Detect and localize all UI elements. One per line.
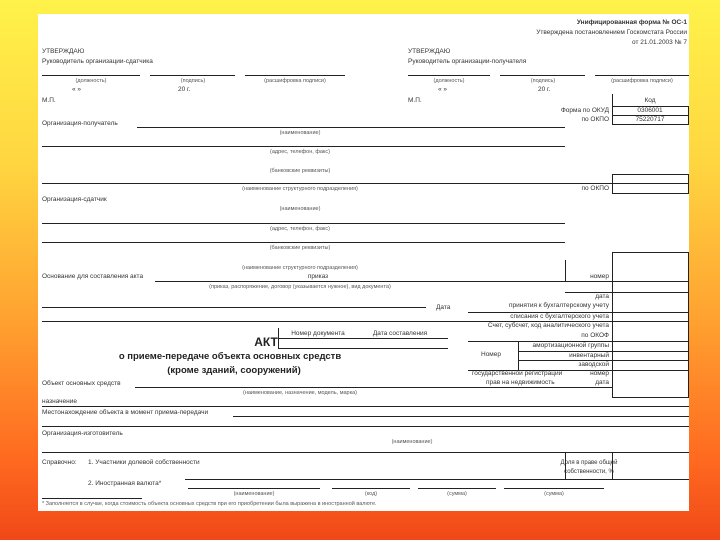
basis-line[interactable] <box>155 281 689 282</box>
currency-sum2-line[interactable] <box>504 488 604 489</box>
share-label-2: собственности, % <box>564 469 614 475</box>
label-decode: (расшифровка подписи) <box>611 78 673 84</box>
sender-label: Организация-сдатчик <box>42 196 107 203</box>
hint: (наименование) <box>279 130 321 136</box>
currency-code-line[interactable] <box>332 488 410 489</box>
hint: (наименование) <box>279 206 321 212</box>
receiver-unit-line[interactable] <box>42 183 689 184</box>
dates-label: Дата <box>436 304 451 311</box>
act-title: АКТ <box>254 335 278 349</box>
divider <box>42 498 142 499</box>
approve-left-role: Руководитель организации-сдатчика <box>42 58 153 65</box>
stamp-place: М.П. <box>42 97 56 104</box>
location-line[interactable] <box>233 416 689 417</box>
receiver-okpo-box[interactable] <box>612 174 689 194</box>
divider <box>565 292 689 293</box>
okpo-value: 75220717 <box>635 116 665 123</box>
date-day: « » <box>438 86 448 93</box>
receiver-name-line[interactable] <box>137 127 565 128</box>
purpose-label: назначение <box>42 398 78 405</box>
object-label: Объект основных средств <box>42 380 121 387</box>
form-approved-date: от 21.01.2003 № 7 <box>632 39 687 46</box>
hint: (банковские реквизиты) <box>269 245 331 251</box>
amort-label: амортизационной группы <box>532 342 609 349</box>
sig-line[interactable] <box>42 75 140 76</box>
hint: (сумма) <box>447 491 467 497</box>
approve-right-role: Руководитель организации-получателя <box>408 58 527 65</box>
location-label: Местонахождение объекта в момент приема-передачи <box>42 409 209 416</box>
reg-date-label: дата <box>595 379 609 386</box>
maker-line[interactable] <box>42 452 689 453</box>
receiver-address-line[interactable] <box>42 146 565 147</box>
label-position: (должность) <box>75 78 107 84</box>
act-note: (кроме зданий, сооружений) <box>167 365 301 376</box>
date-day: « » <box>72 86 82 93</box>
doc-number-label: Номер документа <box>291 330 345 337</box>
hint: (приказ, распоряжение, договор (указывается нужное), вид документа) <box>209 284 391 290</box>
maker-label: Организация-изготовитель <box>42 430 123 437</box>
hint: (код) <box>364 491 378 497</box>
sender-bank-line[interactable] <box>42 242 565 243</box>
owners-label: 1. Участники долевой собственности <box>88 459 200 466</box>
writeoff-date-label: списания с бухгалтерского учета <box>510 313 609 320</box>
share-label: Доля в праве общей <box>560 460 618 466</box>
sig-line[interactable] <box>408 75 490 76</box>
label-decode: (расшифровка подписи) <box>264 78 326 84</box>
basis-number-label: номер <box>590 273 609 280</box>
hint: (банковские реквизиты) <box>269 168 331 174</box>
accept-date-label: принятия к бухгалтерскому учету <box>508 302 609 309</box>
sig-line[interactable] <box>595 75 689 76</box>
hint: (адрес, телефон, факс) <box>270 149 330 155</box>
currency-sum-line[interactable] <box>418 488 496 489</box>
codes-header: Код <box>644 97 656 104</box>
basis-date-label: дата <box>595 293 609 300</box>
rights-label: прав на недвижимость <box>486 379 555 386</box>
receiver-okpo-label: по ОКПО <box>581 185 609 192</box>
approve-right-label: УТВЕРЖДАЮ <box>408 48 451 55</box>
form-approved: Утверждена постановлением Госкомстата России <box>536 29 687 36</box>
object-line[interactable] <box>135 387 612 388</box>
divider <box>612 94 613 106</box>
footnote: * Заполняется в случае, когда стоимость объекта основных средств при его приобретении была выражена в иностранной валюте. <box>42 501 377 507</box>
sender-address-line[interactable] <box>42 223 565 224</box>
currency-label: 2. Иностранная валюта* <box>88 480 162 487</box>
sig-line[interactable] <box>500 75 585 76</box>
number-label: Номер <box>481 351 502 358</box>
date-year: 20 г. <box>538 86 551 93</box>
reg-number-label: номер <box>590 370 609 377</box>
sig-line[interactable] <box>150 75 235 76</box>
hint: (сумма) <box>544 491 564 497</box>
okpo-label: по ОКПО <box>581 116 609 123</box>
act-subtitle: о приеме-передаче объекта основных средств <box>118 351 342 362</box>
doc-number-input[interactable] <box>278 348 448 349</box>
state-reg-label: государственной регистрации <box>472 370 563 377</box>
receiver-label: Организация-получатель <box>42 120 118 127</box>
divider <box>185 479 689 480</box>
approve-left-label: УТВЕРЖДАЮ <box>42 48 85 55</box>
basis-label: Основание для составления акта <box>42 273 144 280</box>
divider <box>565 260 566 282</box>
hint: (наименование структурного подразделения) <box>242 265 358 271</box>
divider <box>278 338 448 339</box>
date-year: 20 г. <box>178 86 191 93</box>
location-line-2[interactable] <box>42 426 689 427</box>
hint: (наименование структурного подразделения) <box>242 186 358 192</box>
hint: (адрес, телефон, факс) <box>270 226 330 232</box>
label-position: (должность) <box>433 78 465 84</box>
divider <box>518 341 519 370</box>
doc-date-label: Дата составления <box>372 330 428 337</box>
form-number: Унифицированная форма № ОС-1 <box>576 19 687 26</box>
currency-name-line[interactable] <box>188 488 320 489</box>
form-os1 <box>38 14 689 511</box>
hint: (наименование, назначение, модель, марка) <box>242 390 358 396</box>
basis-line-2[interactable] <box>42 307 426 308</box>
ref-label: Справочно: <box>42 459 77 466</box>
factory-label: заводской <box>578 361 609 368</box>
okof-label: по ОКОФ <box>581 332 609 339</box>
basis-order: приказ <box>307 273 329 280</box>
account-label: Счет, субсчет, код аналитического учета <box>487 322 609 329</box>
hint: (наименование) <box>391 439 433 445</box>
label-signature: (подпись) <box>530 78 556 84</box>
label-signature: (подпись) <box>180 78 206 84</box>
inventory-label: инвентарный <box>569 352 609 359</box>
okud-label: Форма по ОКУД <box>560 107 609 114</box>
purpose-line[interactable] <box>42 406 689 407</box>
okud-value: 0306001 <box>637 107 663 114</box>
hint: (наименование) <box>233 491 275 497</box>
sig-line[interactable] <box>245 75 345 76</box>
stamp-place: М.П. <box>408 97 422 104</box>
